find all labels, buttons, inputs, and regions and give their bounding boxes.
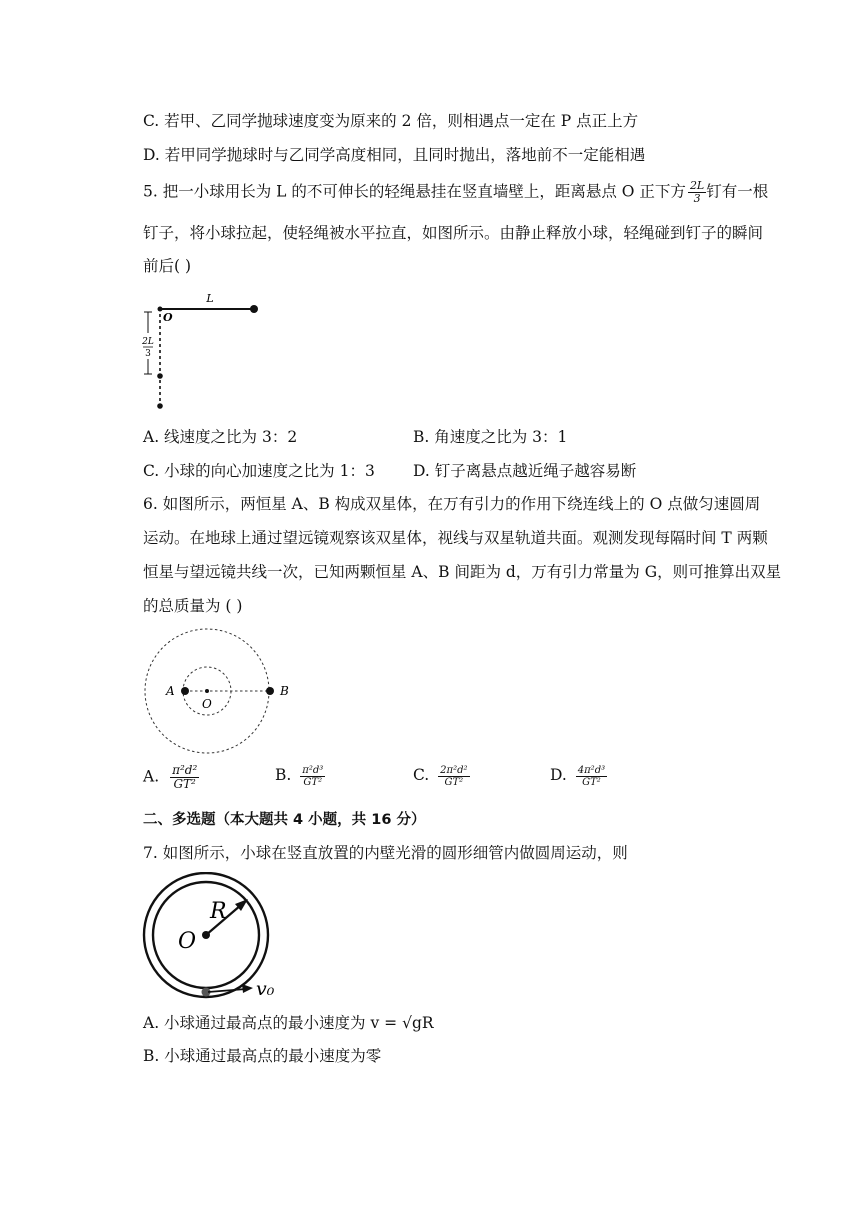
q5-stem-line1 [143,180,768,205]
q6-option-c [413,764,470,788]
q6-star-b [266,687,274,695]
q7-velocity-arrowhead [242,984,253,993]
q6-option-b-num: π²d³ [302,764,324,776]
q7-stem-line1: 7. 如图所示，小球在竖直放置的内壁光滑的圆形细管内做圆周运动，则 [143,844,628,862]
q6-option-a [143,764,199,791]
q7-label-o: O [178,929,197,954]
q6-label-o: O [202,697,212,711]
q5-figure [138,288,268,414]
q6-label-b: B [280,684,289,698]
q6-option-b-den: GT² [303,776,323,788]
q6-option-d [550,764,607,788]
q5-option-b: B. 角速度之比为 3：1 [413,428,568,446]
q7-label-r: R [210,899,227,924]
q7-option-a: A. 小球通过最高点的最小速度为 v = √gR [143,1014,434,1032]
q4-option-c: C. 若甲、乙同学抛球速度变为原来的 2 倍，则相遇点一定在 P 点正上方 [143,112,639,130]
q7-option-b: B. 小球通过最高点的最小速度为零 [143,1047,382,1065]
q5-option-d: D. 钉子离悬点越近绳子越容易断 [413,462,637,480]
q5-label-3: 3 [145,349,151,359]
q6-center-o [205,689,209,693]
q6-option-a-num: π²d² [172,763,198,777]
q5-pivot-dot [158,307,163,312]
q6-option-c-label: C. [413,766,430,784]
q5-stem-prefix: 5. 把一小球用长为 L 的不可伸长的轻绳悬挂在竖直墙壁上，距离悬点 O 正下方 [143,182,686,201]
q5-stem-fraction [688,180,706,205]
q5-nail-dot [157,373,163,379]
q6-option-b-label: B. [275,766,292,784]
q6-option-c-num: 2π²d² [440,764,468,776]
q7-velocity-line [208,989,246,992]
q5-ball-dot [250,305,258,313]
q7-figure [138,872,298,1004]
q6-stem-line3: 恒星与望远镜共线一次，已知两颗恒星 A、B 间距为 d，万有引力常量为 G，则可推算出双星 [143,563,782,581]
q6-option-d-num: 4π²d³ [577,764,606,776]
q6-stem-line1: 6. 如图所示，两恒星 A、B 构成双星体，在万有引力的作用下绕连线上的 O 点做匀速圆周 [143,495,761,513]
q6-star-a [181,687,189,695]
q6-option-a-den: GT² [173,777,196,791]
q6-label-a: A [166,684,175,698]
q6-option-d-den: GT² [582,776,601,788]
q5-lowest-dot [157,403,163,409]
q5-frac-den: 3 [693,192,701,205]
q7-label-v0: v₀ [256,978,275,1000]
section-heading-multiple-choice: 二、多选题（本大题共 4 小题，共 16 分） [143,812,426,828]
q6-option-c-den: GT² [444,776,464,788]
q6-option-b [275,764,325,788]
q6-figure [140,622,300,758]
q6-stem-line4: 的总质量为 ( ) [143,597,243,615]
q6-option-d-label: D. [550,766,567,784]
q4-option-d: D. 若甲同学抛球时与乙同学高度相同，且同时抛出，落地前不一定能相遇 [143,146,646,164]
q5-label-2L: 2L [142,337,154,347]
q5-stem-line2: 钉子，将小球拉起，使轻绳被水平拉直，如图所示。由静止释放小球，轻绳碰到钉子的瞬间 [143,224,764,242]
q5-stem-suffix: 钉有一根 [706,182,769,201]
q5-option-a: A. 线速度之比为 3：2 [143,428,298,446]
q6-stem-line2: 运动。在地球上通过望远镜观察该双星体，视线与双星轨道共面。观测发现每隔时间 T 两颗 [143,529,768,547]
q5-label-L: L [206,292,214,305]
q6-option-a-label: A. [143,767,160,786]
q5-option-c: C. 小球的向心加速度之比为 1：3 [143,462,375,480]
q5-frac-num: 2L [689,179,705,192]
q5-stem-line3: 前后( ) [143,257,192,275]
q5-label-O: O [163,311,173,324]
